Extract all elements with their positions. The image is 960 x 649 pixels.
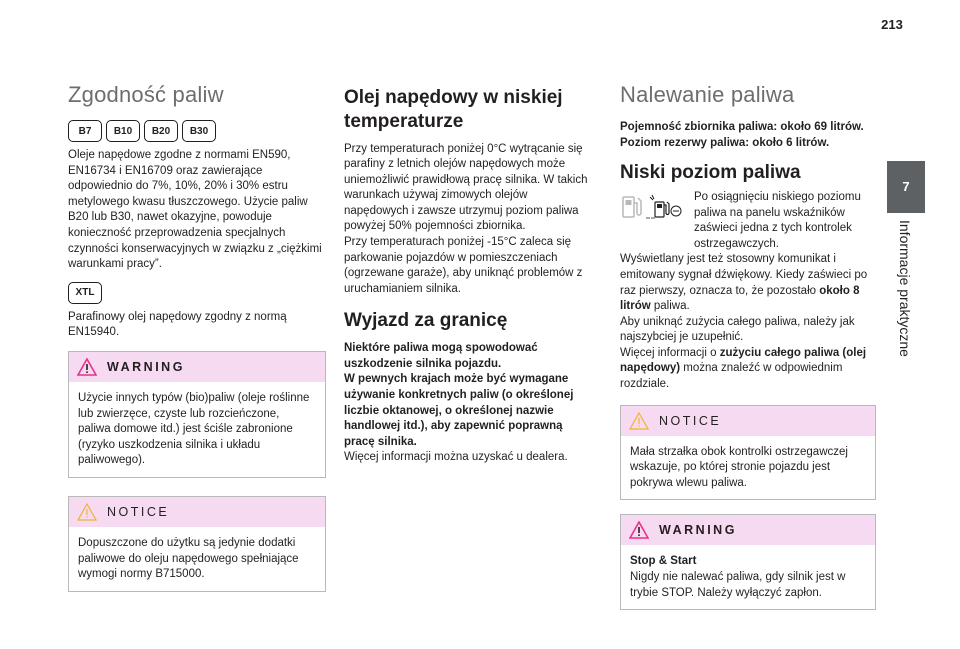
fuel-badge-b20: B20 [144,120,178,142]
notice-box-additives [68,496,326,592]
low-fuel-text-2-end: paliwa. [650,300,690,313]
low-fuel-text-2-bold: około 8 litrów [620,284,860,313]
warning-label: WARNING [107,359,185,374]
chapter-title: Informacje praktyczne [897,220,913,357]
abroad-bold-2: W pewnych krajach może być wymagane używanie konkretnych paliw (o określonej liczbie oktanowej, o określonej nazwie handlowej itd.), aby zapewnić poprawną pracę silnika. [344,373,574,448]
low-fuel-text-4a: Więcej informacji o [620,346,720,359]
warning-header [69,352,325,382]
warning-title-stop-start: Stop & Start [630,555,697,568]
notice-label: NOTICE [107,504,170,519]
chapter-title-vertical [875,220,935,380]
notice-triangle-icon [629,412,649,430]
warning-text: Użycie innych typów (bio)paliw (oleje roślinne lub zwierzęce, czyste lub rozcieńczone, paliwa domowe itd.) jest ściśle zabronione (ryzyko uszkodzenia silnika i układu paliwowego). [78,391,310,467]
notice-header [69,497,325,527]
page-number: 213 [881,17,903,32]
abroad-text: Więcej informacji można uzyskać u dealera. [344,451,568,464]
warning-header [621,515,875,545]
low-fuel-text-4-end: można znaleźć w odpowiednim rozdziale. [620,362,843,391]
fuel-pump-icon [620,191,686,221]
xtl-text: Parafinowy olej napędowy zgodny z normą EN15940. [68,310,287,339]
xtl-badge-row [68,282,326,304]
chapter-tab[interactable]: 7 [887,161,925,213]
fuel-badge-b7: B7 [68,120,102,142]
reserve-level: Poziom rezerwy paliwa: około 6 litrów. [620,136,830,149]
notice-label: NOTICE [659,413,722,428]
notice-box-arrow [620,405,876,501]
abroad-bold-1: Niektóre paliwa mogą spowodować uszkodzenie silnika pojazdu. [344,342,538,370]
warning-text: Nigdy nie nalewać paliwa, gdy silnik jest w trybie STOP. Należy wyłączyć zapłon. [630,571,846,599]
low-fuel-text-4 [620,346,876,393]
fuel-badges [68,120,326,142]
diesel-cold-text-2: Przy temperaturach poniżej -15°C zaleca się parkowanie pojazdów w pomieszczeniach (ogrzewane garaże), aby uniknąć problemów z uruchamianiem silnika. [344,236,583,295]
low-fuel-row [620,191,876,252]
fuel-badge-b30: B30 [182,120,216,142]
section-title-diesel-cold: Olej napędowy w niskiej temperaturze [344,87,563,132]
warning-triangle-icon [629,521,649,539]
low-fuel-text-2a: Wyświetlany jest też stosowny komunikat i emitowany sygnał dźwiękowy. Kiedy zaświeci po raz pierwszy, oznacza to, że pozostało [620,253,868,297]
warning-triangle-icon [77,358,97,376]
warning-box-biofuel [68,351,326,478]
section-title-fuel-compatibility: Zgodność paliw [68,82,224,107]
section-title-abroad: Wyjazd za granicę [344,310,508,332]
warning-label: WARNING [659,523,737,538]
column-fuel-compatibility [68,82,326,592]
fuel-badge-xtl: XTL [68,282,102,304]
warning-box-stop-start [620,514,876,610]
column-diesel-cold [344,86,594,466]
tank-capacity: Pojemność zbiornika paliwa: około 69 litrów. [620,121,864,133]
fuel-compat-text: Oleje napędowe zgodne z normami EN590, EN16734 i EN16709 oraz zawierające odpowiednio do 7%, 10%, 20% i 30% estru metylowego kwasu tłuszczowego. Użycie paliw B20 lub B30, nawet okazyjne, powoduje konieczność przeprowadzenia specjalnych czynności konserwacyjnych w związku z „ciężkimi warunkami pracy”. [68,149,322,271]
notice-text: Mała strzałka obok kontrolki ostrzegawczej wskazuje, po której stronie pojazdu jest pokrywa wlewu paliwa. [630,445,848,489]
section-title-low-fuel: Niski poziom paliwa [620,162,801,184]
notice-header [621,406,875,436]
section-title-refuelling: Nalewanie paliwa [620,82,795,107]
low-fuel-text-4-bold: zużyciu całego paliwa (olej napędowy) [620,346,867,375]
low-fuel-text-2 [620,252,876,314]
notice-text: Dopuszczone do użytku są jedynie dodatki paliwowe do oleju napędowego spełniające wymogi normy B715000. [78,536,299,581]
notice-triangle-icon [77,503,97,521]
low-fuel-text-1: Po osiągnięciu niskiego poziomu paliwa na panelu wskaźników zaświeci jedna z tych kontrolek ostrzegawczych. [694,190,861,250]
fuel-badge-b10: B10 [106,120,140,142]
diesel-cold-text-1: Przy temperaturach poniżej 0°C wytrącanie się parafiny z letnich olejów napędowych może uniemożliwić prawidłową pracę silnika. W takich warunkach używaj zimowych olejów napędowych i zawsze utrzymuj poziom paliwa powyżej 50% pojemności zbiornika. [344,142,588,233]
column-refuelling [620,82,876,610]
low-fuel-text-3: Aby uniknąć zużycia całego paliwa, należy jak najszybciej je uzupełnić. [620,315,855,344]
